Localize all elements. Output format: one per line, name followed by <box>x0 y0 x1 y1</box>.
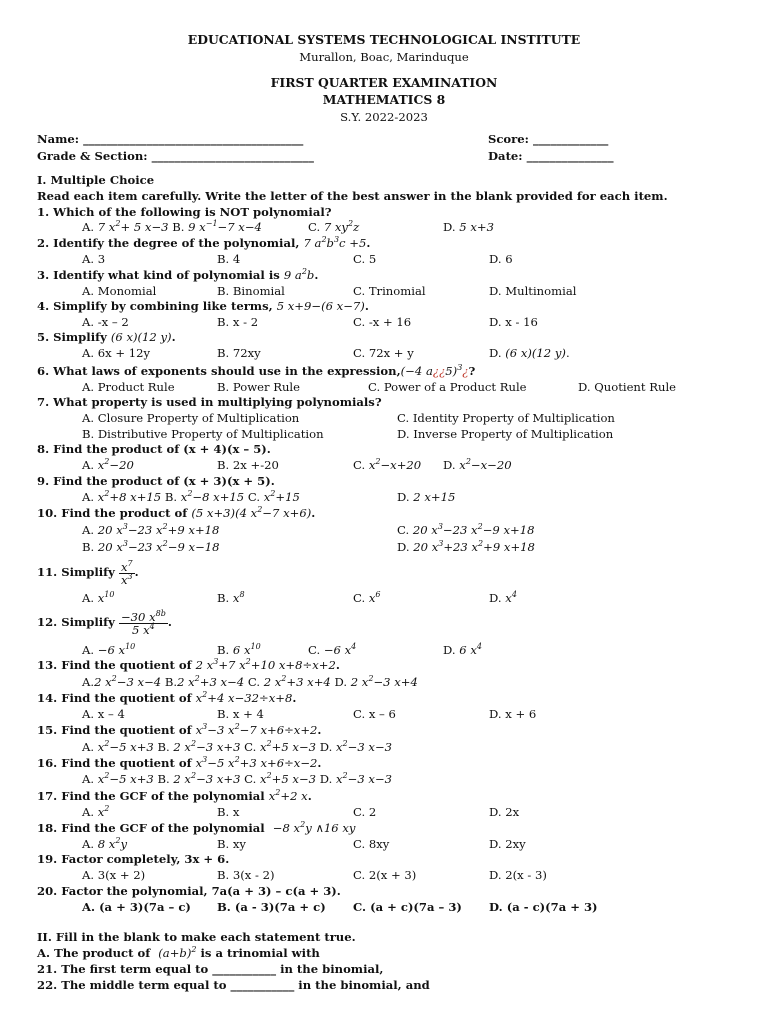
q1-options: A. 7 $x^2+ 5$ x−3 B. 9 $x^{-1}-7$ x−4 <box>82 219 262 234</box>
q6-option-a: A. Product Rule <box>82 380 175 394</box>
question-17: 17. Find the GCF of the polynomial $x^2+2$ x. <box>37 788 312 803</box>
q20-option-c: C. (a + c)(7a – 3) <box>353 900 462 914</box>
q14-option-c: C. x – 6 <box>353 707 396 721</box>
school-year: S.Y. 2022-2023 <box>340 110 428 124</box>
question-12: 12. Simplify $\frac{-30 x^{8b}}{5 x^4}$ . <box>37 608 172 637</box>
question-15: 15. Find the quotient of $x^3-3$ $x^2-7$ x+6÷x+2. <box>37 722 322 737</box>
q4-option-a: A. -x – 2 <box>82 315 129 329</box>
question-7: 7. What property is used in multiplying polynomials? <box>37 395 382 409</box>
grade-section-field: Grade & Section: ____________________________ <box>37 149 314 163</box>
q20-option-a: A. (a + 3)(7a – c) <box>82 900 191 914</box>
q6-option-d: D. Quotient Rule <box>578 380 677 394</box>
q19-option-c: C. 2(x + 3) <box>353 868 417 882</box>
q11-option-a: A. $x^{10}$ <box>82 590 115 605</box>
q12-option-a: A. −6 $x^{10}$ <box>82 642 136 657</box>
q9-options: A. $x^2+8$ x+15 B. $x^2-8$ x+15 C. $x^2+15$ <box>82 489 300 504</box>
q2-option-b: B. 4 <box>217 252 241 266</box>
part1-instructions: Read each item carefully. Write the letter of the best answer in the blank provided for each item. <box>37 189 668 203</box>
q8-option-b: B. 2x +-20 <box>217 458 279 472</box>
q18-option-b: B. xy <box>217 837 246 851</box>
question-11: 11. Simplify $\frac{x^7}{x^3}$ . <box>37 558 139 587</box>
exam-title: FIRST QUARTER EXAMINATION <box>270 75 498 90</box>
q4-option-d: D. x - 16 <box>489 315 538 329</box>
q12-option-b: B. 6 $x^{10}$ <box>217 642 261 657</box>
q1-option-d: D. 5 x+3 <box>443 220 494 234</box>
q14-option-b: B. x + 4 <box>217 707 264 721</box>
q7-option-b: B. Distributive Property of Multiplication <box>82 427 324 441</box>
item-22: 22. The middle term equal to ___________ in the binomial, and <box>37 978 430 992</box>
question-18: 18. Find the GCF of the polynomial −8 $x^2y$ ∧16 xy <box>37 820 356 835</box>
q11-option-c: C. $x^6$ <box>353 590 381 605</box>
question-1: 1. Which of the following is NOT polynomial? <box>37 205 332 219</box>
score-field: Score: _____________ <box>488 132 609 146</box>
question-19: 19. Factor completely, 3x + 6. <box>37 852 230 866</box>
q17-option-c: C. 2 <box>353 805 377 819</box>
q20-option-d: D. (a - c)(7a + 3) <box>489 900 598 914</box>
question-3: 3. Identify what kind of polynomial is 9 $a^2b$. <box>37 267 319 282</box>
q19-option-a: A. 3(x + 2) <box>82 868 146 882</box>
q4-option-b: B. x - 2 <box>217 315 259 329</box>
q17-option-b: B. x <box>217 805 240 819</box>
q13-options: A.2 $x^2-3$ x−4 B.2 $x^2+3$ x−4 C. 2 $x^2+3$ x+4 D. 2 $x^2-3$ x+4 <box>82 674 418 689</box>
question-6: 6. What laws of exponents should use in the expression,(−4 a¿¿5)$^3$¿? <box>37 363 476 378</box>
q7-option-d: D. Inverse Property of Multiplication <box>397 427 614 441</box>
q8-option-a: A. $x^2-20$ <box>82 457 134 472</box>
q8-option-d: D. $x^2-x-20$ <box>443 457 512 472</box>
q5-option-a: A. 6x + 12y <box>82 346 151 360</box>
q7-option-c: C. Identity Property of Multiplication <box>397 411 615 425</box>
q16-options: A. $x^2-5$ x+3 B. 2 $x^2-3$ x+3 C. $x^2+5$ x−3 D. $x^2-3$ x−3 <box>82 771 393 786</box>
question-8: 8. Find the product of (x + 4)(x – 5). <box>37 442 271 456</box>
q12-option-d: D. 6 $x^4$ <box>443 642 482 657</box>
q10-option-d: D. 20 $x^3+23$ $x^2+9$ x+18 <box>397 539 535 554</box>
q8-option-c: C. $x^2-x+20$ <box>353 457 422 472</box>
q15-options: A. $x^2-5$ x+3 B. 2 $x^2-3$ x+3 C. $x^2+5$ x−3 D. $x^2-3$ x−3 <box>82 739 393 754</box>
q19-option-b: B. 3(x - 2) <box>217 868 275 882</box>
q18-option-c: C. 8xy <box>353 837 390 851</box>
q12-option-c: C. −6 $x^4$ <box>308 642 357 657</box>
q2-option-d: D. 6 <box>489 252 513 266</box>
name-field: Name: ______________________________________ <box>37 132 304 146</box>
q9-option-d: D. 2 x+15 <box>397 490 456 504</box>
q6-option-c: C. Power of a Product Rule <box>368 380 527 394</box>
question-10: 10. Find the product of (5 x+3)(4 $x^2-7$ x+6). <box>37 505 316 520</box>
q18-option-a: A. 8 $x^2y$ <box>82 836 128 851</box>
school-address: Murallon, Boac, Marinduque <box>299 50 469 64</box>
q4-option-c: C. -x + 16 <box>353 315 412 329</box>
q20-option-b: B. (a - 3)(7a + c) <box>217 900 326 914</box>
q18-option-d: D. 2xy <box>489 837 526 851</box>
question-5: 5. Simplify (6 x)(12 y). <box>37 330 176 344</box>
q5-option-c: C. 72x + y <box>353 346 414 360</box>
q17-option-a: A. $x^2$ <box>82 804 110 819</box>
question-20: 20. Factor the polynomial, 7a(a + 3) – c(a + 3). <box>37 884 341 898</box>
q14-option-a: A. x – 4 <box>82 707 125 721</box>
q11-option-d: D. $x^4$ <box>489 590 517 605</box>
school-name: EDUCATIONAL SYSTEMS TECHNOLOGICAL INSTITUTE <box>187 32 581 47</box>
subject-title: MATHEMATICS 8 <box>322 92 446 107</box>
q11-option-b: B. $x^8$ <box>217 590 245 605</box>
q19-option-d: D. 2(x - 3) <box>489 868 547 882</box>
question-13: 13. Find the quotient of 2 $x^3+7$ $x^2+10$ x+8÷x+2. <box>37 657 340 672</box>
q3-option-c: C. Trinomial <box>353 284 426 298</box>
q14-option-d: D. x + 6 <box>489 707 537 721</box>
q17-option-d: D. 2x <box>489 805 520 819</box>
q10-option-c: C. 20 $x^3-23$ $x^2-9$ x+18 <box>397 522 535 537</box>
q10-option-a: A. 20 $x^3-23$ $x^2+9$ x+18 <box>82 522 220 537</box>
question-9: 9. Find the product of (x + 3)(x + 5). <box>37 474 275 488</box>
q1-option-c: C. 7 $xy^2z$ <box>308 219 360 234</box>
part1-title: I. Multiple Choice <box>37 173 155 187</box>
item-21: 21. The first term equal to ___________ in the binomial, <box>37 962 384 976</box>
question-16: 16. Find the quotient of $x^3-5$ $x^2+3$ x+6÷x−2. <box>37 755 322 770</box>
q2-option-c: C. 5 <box>353 252 377 266</box>
q3-option-b: B. Binomial <box>217 284 285 298</box>
q5-option-b: B. 72xy <box>217 346 261 360</box>
part2-title: II. Fill in the blank to make each statement true. <box>37 930 356 944</box>
q10-option-b: B. 20 $x^3-23$ $x^2-9$ x−18 <box>82 539 220 554</box>
q2-option-a: A. 3 <box>82 252 106 266</box>
q6-option-b: B. Power Rule <box>217 380 300 394</box>
q5-option-d: D. (6 x)(12 y). <box>489 346 570 360</box>
part2-statement-a: A. The product of $(a+b)^2$ is a trinomial with <box>37 945 320 960</box>
q7-option-a: A. Closure Property of Multiplication <box>82 411 300 425</box>
date-field: Date: _______________ <box>488 149 614 163</box>
q3-option-d: D. Multinomial <box>489 284 577 298</box>
question-2: 2. Identify the degree of the polynomial, 7 $a^2b^3c +5$. <box>37 235 371 250</box>
question-4: 4. Simplify by combining like terms, 5 x+9−(6 x−7). <box>37 299 369 313</box>
q3-option-a: A. Monomial <box>82 284 157 298</box>
question-14: 14. Find the quotient of $x^2+4$ x−32÷x+8. <box>37 690 297 705</box>
